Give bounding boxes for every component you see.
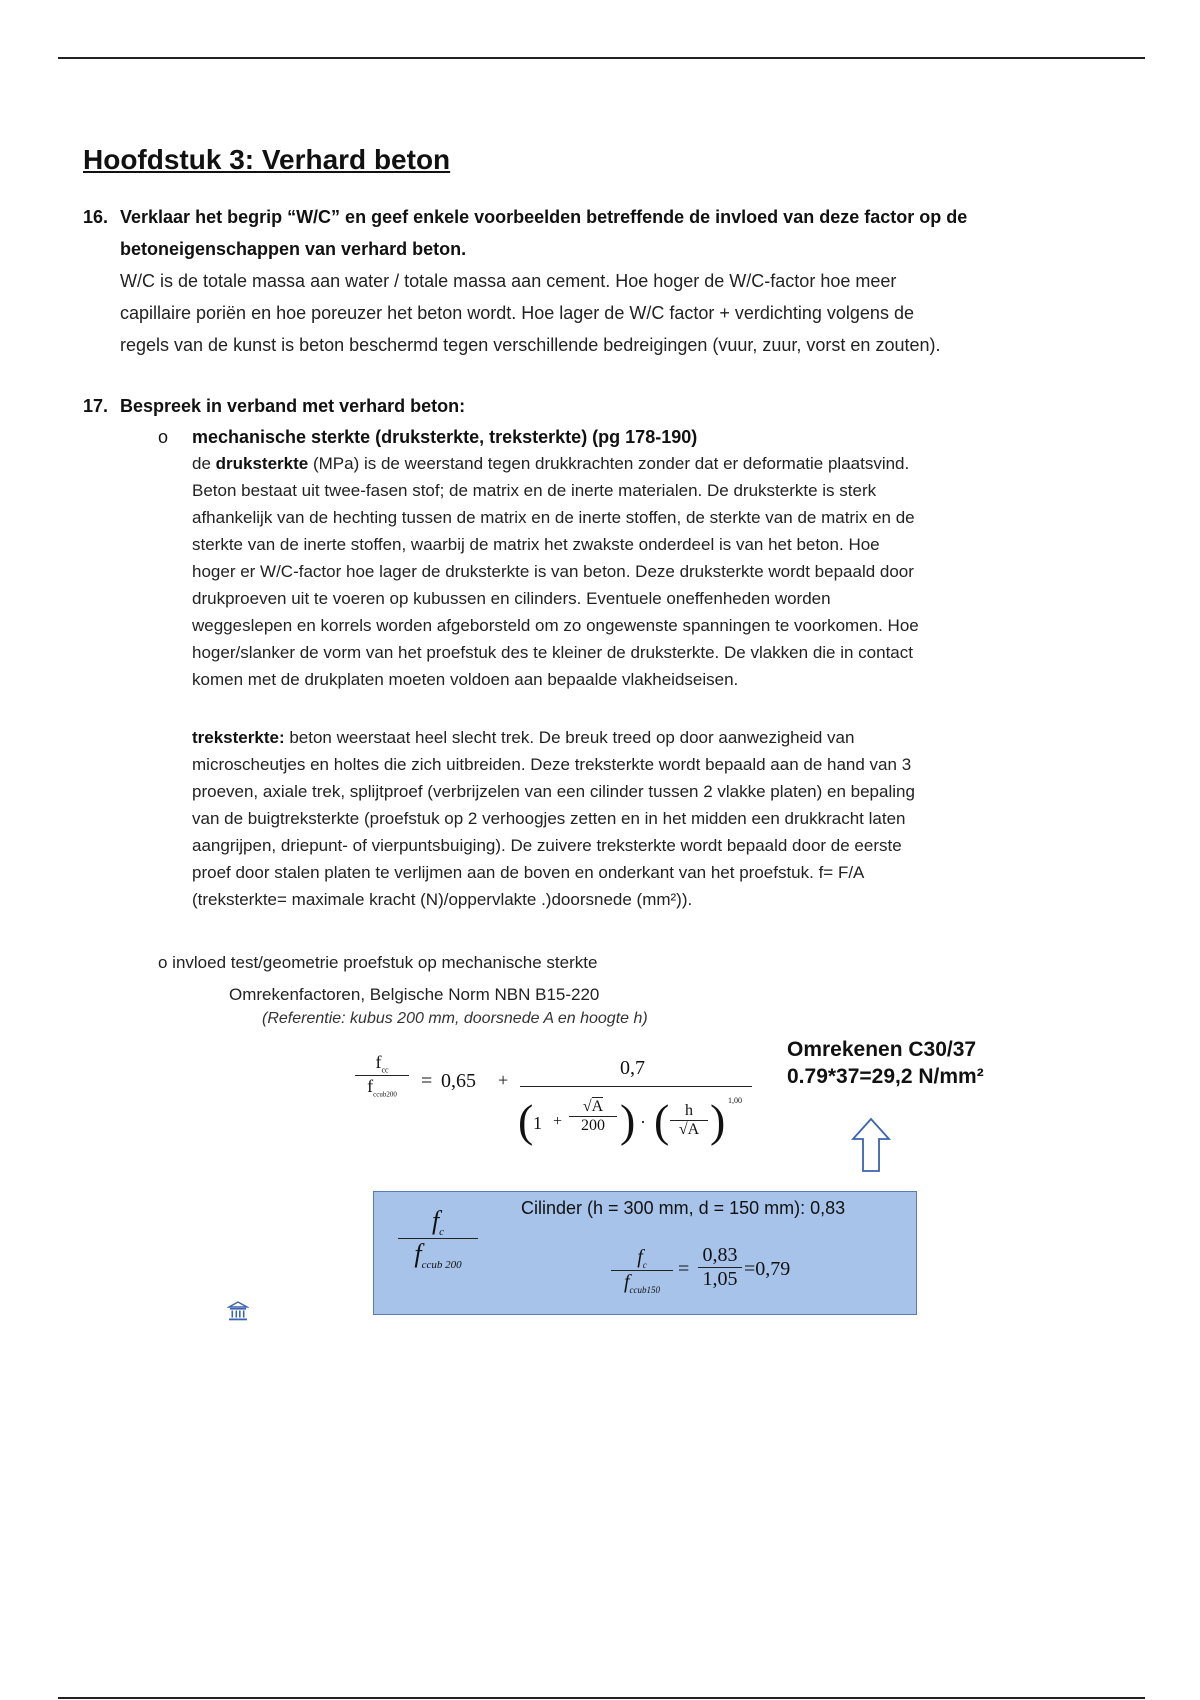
constant: 0,65 [441, 1070, 476, 1092]
paragraph-line: proeven, axiale trek, splijtproef (verbrijzelen van een cilinder tussen 2 vlakke platen) en bepaling [192, 782, 915, 801]
paren-open: ( [654, 1095, 670, 1146]
dot-operator: · [640, 1112, 646, 1132]
subscript: cc [381, 1065, 389, 1075]
subscript: c [439, 1226, 445, 1239]
fraction-bar [520, 1086, 752, 1087]
symbol: f [637, 1246, 643, 1268]
text-span: beton weerstaat heel slecht trek. De breuk treed op door aanwezigheid van [284, 728, 855, 747]
norm-reference: (Referentie: kubus 200 mm, doorsnede A en hoogte h) [262, 1010, 648, 1027]
symbol: f [414, 1239, 422, 1269]
plus-sign: + [498, 1070, 509, 1090]
druksterkte-paragraph [192, 450, 1122, 693]
bullet-marker: o [158, 427, 169, 447]
cylinder-text: Cilinder (h = 300 mm, d = 150 mm): 0,83 [521, 1198, 846, 1218]
h-symbol: h [685, 1102, 693, 1119]
paragraph-line: hoger/slanker de vorm van het proefstuk des te kleiner de druksterkte. De vlakken die in contact [192, 643, 913, 662]
symbol: f [623, 1271, 630, 1293]
paragraph-line: weggeslepen en korrels worden afgeborsteld om zo ongewenste spanningen te voorkomen. Hoe [192, 616, 919, 635]
symbol: f [375, 1052, 382, 1072]
paragraph-line: Beton bestaat uit twee-fasen stof; de matrix en de inerte materialen. De druksterkte is sterk [192, 481, 877, 500]
header-rule [58, 57, 1145, 59]
paren-close: ) [620, 1095, 636, 1146]
question-17 [83, 390, 1143, 422]
text-span: de [192, 454, 216, 473]
symbol: f [367, 1075, 374, 1096]
paren-open: ( [518, 1095, 534, 1146]
equals-sign: = [678, 1258, 690, 1280]
paren-close: ) [710, 1095, 726, 1146]
subscript: ccub 200 [421, 1259, 462, 1272]
value-numerator: 0,83 [702, 1244, 738, 1266]
equals-sign: = [421, 1070, 433, 1092]
plus-sign: + [553, 1113, 563, 1130]
sqrt-fraction: √A 200 [569, 1098, 617, 1135]
question-16 [83, 201, 1143, 361]
conversion-example [787, 1036, 984, 1090]
paragraph-line: van de buigtreksterkte (proefstuk op 2 verhoogjes zetten en in het midden een drukkracht laten [192, 809, 906, 828]
bullet-title: mechanische sterkte (druksterkte, treksterkte) (pg 178-190) [192, 427, 698, 447]
paragraph-line: sterkte van de inerte stoffen, waarbij de matrix het zwakste onderdeel is van het beton. Hoe [192, 535, 880, 554]
cylinder-conversion-box [373, 1191, 917, 1315]
numerator: 0,7 [620, 1057, 645, 1079]
footer-rule [58, 1697, 1145, 1699]
question-text-line: Verklaar het begrip “W/C” en geef enkele voorbeelden betreffende de invloed van deze factor op de [120, 207, 968, 227]
paragraph-line: afhankelijk van de hechting tussen de matrix en de inerte stoffen, de sterkte van de matrix en de [192, 508, 915, 527]
up-arrow-icon [851, 1117, 891, 1173]
lhs-fraction [355, 1052, 409, 1098]
bullet-geometry-influence: o invloed test/geometrie proefstuk op mechanische sterkte [158, 953, 598, 972]
paragraph-line: komen met de drukplaten moeten voldoen aan bepaalde vlakheidseisen. [192, 670, 739, 689]
question-number: 17. [83, 396, 109, 416]
symbol: f [431, 1206, 440, 1235]
term-druksterkte: druksterkte [215, 454, 309, 473]
paragraph-line: proef door stalen platen te verlijmen aan de boven en onderkant van het proefstuk. f= F/A [192, 863, 865, 882]
sqrt-arg: A [687, 1121, 700, 1138]
paragraph-line: aangrijpen, driepunt- of vierpuntsbuiging). De zuivere treksterkte wordt bepaald door de eerste [192, 836, 902, 855]
chapter-title: Hoofdstuk 3: Verhard beton [83, 144, 451, 175]
norm-label: Omrekenfactoren, Belgische Norm NBN B15-220 [229, 985, 600, 1004]
conversion-formula [355, 1048, 755, 1168]
sqrt-arg: A [591, 1098, 604, 1115]
h-over-sqrt-a: h √A [670, 1102, 708, 1139]
conversion-title: Omrekenen C30/37 [787, 1038, 977, 1061]
text-span: (MPa) is de weerstand tegen drukkrachten zonder dat er deformatie plaatsvind. [308, 454, 910, 473]
conversion-calculation: 0.79*37=29,2 N/mm² [787, 1065, 984, 1088]
subscript: ccub200 [373, 1090, 397, 1099]
answer-line: W/C is de totale massa aan water / totale massa aan cement. Hoe hoger de W/C-factor hoe meer [120, 271, 897, 291]
one: 1 [533, 1113, 542, 1133]
box-value-fraction [698, 1244, 742, 1291]
paragraph-line: drukproeven uit te voeren op kubussen en cilinders. Eventuele oneffenheden worden [192, 589, 831, 608]
answer-line: regels van de kunst is beton beschermd tegen verschillende bedreigingen (vuur, zuur, vorst en zouten). [120, 335, 941, 355]
paragraph-line: microscheutjes en holtes die zich uitbreiden. Deze treksterkte wordt bepaald aan de hand van 3 [192, 755, 912, 774]
question-text: Bespreek in verband met verhard beton: [120, 396, 466, 416]
paragraph-line: hoger er W/C-factor hoe lager de druksterkte is van beton. Deze druksterkte wordt bepaald door [192, 562, 914, 581]
box-ratio-fraction [611, 1246, 673, 1295]
value-denominator: 1,05 [702, 1268, 738, 1290]
term-treksterkte: treksterkte: [192, 728, 285, 747]
question-text-line: betoneigenschappen van verhard beton. [120, 239, 467, 259]
subscript: ccub150 [629, 1285, 661, 1295]
exponent: 1,00 [728, 1096, 742, 1105]
denominator-200: 200 [581, 1117, 605, 1134]
subscript: c [642, 1260, 647, 1270]
question-number: 16. [83, 207, 109, 227]
bullet-mechanical-strength [158, 421, 1108, 453]
paragraph-line: (treksterkte= maximale kracht (N)/oppervlakte .)doorsnede (mm²)). [192, 890, 693, 909]
treksterkte-paragraph [192, 724, 1122, 913]
bank-icon [227, 1300, 249, 1322]
result: =0,79 [744, 1258, 791, 1280]
answer-line: capillaire poriën en hoe poreuzer het beton wordt. Hoe lager de W/C factor + verdichting volgens de [120, 303, 914, 323]
box-lhs-fraction [398, 1206, 478, 1271]
